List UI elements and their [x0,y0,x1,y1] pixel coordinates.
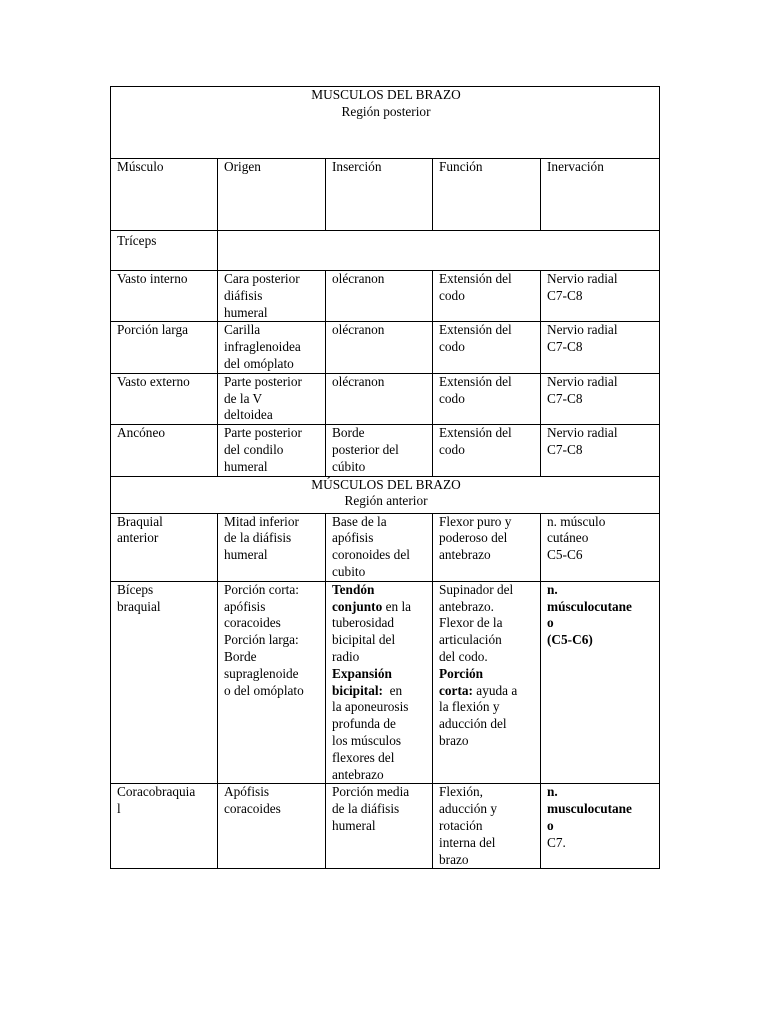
table-row [111,513,660,581]
header-nerve: Inervación [541,159,660,231]
function-cell: Flexor puro y poderoso del antebrazo [433,513,541,581]
muscle-cell: Braquial anterior [111,513,218,581]
table-row [111,784,660,869]
function-cell: Extensión del codo [433,425,541,476]
triceps-empty-cell [218,231,660,271]
anterior-title: MÚSCULOS DEL BRAZO [311,476,461,492]
nerve-cell: Nervio radial C7-C8 [541,373,660,424]
origin-cell: Apófisis coracoides [218,784,326,869]
table-row [111,322,660,373]
nerve-cell: Nervio radial C7-C8 [541,322,660,373]
triceps-label: Tríceps [111,231,218,271]
insertion-cell: olécranon [326,271,433,322]
title-row [111,87,660,159]
insertion-cell: olécranon [326,373,433,424]
muscle-cell: Ancóneo [111,425,218,476]
function-cell: Extensión del codo [433,322,541,373]
anterior-title-cell [111,476,660,513]
nerve-cell: Nervio radial C7-C8 [541,425,660,476]
function-cell: Flexión, aducción y rotación interna del brazo [433,784,541,869]
muscle-cell: Vasto externo [111,373,218,424]
muscle-cell: Porción larga [111,322,218,373]
muscle-cell: Bíceps braquial [111,581,218,784]
function-cell: Extensión del codo [433,271,541,322]
nerve-cell: n. músculo cutáneo C5-C6 [541,513,660,581]
muscles-table [110,86,660,869]
anterior-subtitle: Región anterior [344,493,428,509]
origin-cell: Mitad inferior de la diáfisis humeral [218,513,326,581]
origin-cell: Porción corta: apófisis coracoides Porción larga: Borde supraglenoide o del omóplato [218,581,326,784]
table-row [111,271,660,322]
insertion-cell: olécranon [326,322,433,373]
insertion-cell: Tendón conjunto en la tuberosidad bicipital del radio Expansión bicipital: en la aponeurosis profunda de los músculos flexores del antebrazo [326,581,433,784]
table-row [111,581,660,784]
function-cell: Supinador del antebrazo. Flexor de la articulación del codo. Porción corta: ayuda a la flexión y aducción del brazo [433,581,541,784]
nerve-cell: n. músculocutane o (C5-C6) [541,581,660,784]
header-insertion: Inserción [326,159,433,231]
insertion-cell: Borde posterior del cúbito [326,425,433,476]
table-subtitle: Región posterior [341,103,431,119]
origin-cell: Cara posterior diáfisis humeral [218,271,326,322]
header-origin: Origen [218,159,326,231]
origin-cell: Parte posterior del condilo humeral [218,425,326,476]
muscle-cell: Coracobraquia l [111,784,218,869]
title-cell [111,87,660,159]
anterior-title-row [111,476,660,513]
insertion-cell: Porción media de la diáfisis humeral [326,784,433,869]
muscle-cell: Vasto interno [111,271,218,322]
origin-cell: Carilla infraglenoidea del omóplato [218,322,326,373]
origin-cell: Parte posterior de la V deltoidea [218,373,326,424]
table-row [111,373,660,424]
table-title: MUSCULOS DEL BRAZO [311,87,461,102]
triceps-row [111,231,660,271]
header-row [111,159,660,231]
header-function: Función [433,159,541,231]
table-row [111,425,660,476]
insertion-cell: Base de la apófisis coronoides del cubito [326,513,433,581]
function-cell: Extensión del codo [433,373,541,424]
header-muscle: Músculo [111,159,218,231]
nerve-cell: Nervio radial C7-C8 [541,271,660,322]
nerve-cell: n. musculocutane o C7. [541,784,660,869]
